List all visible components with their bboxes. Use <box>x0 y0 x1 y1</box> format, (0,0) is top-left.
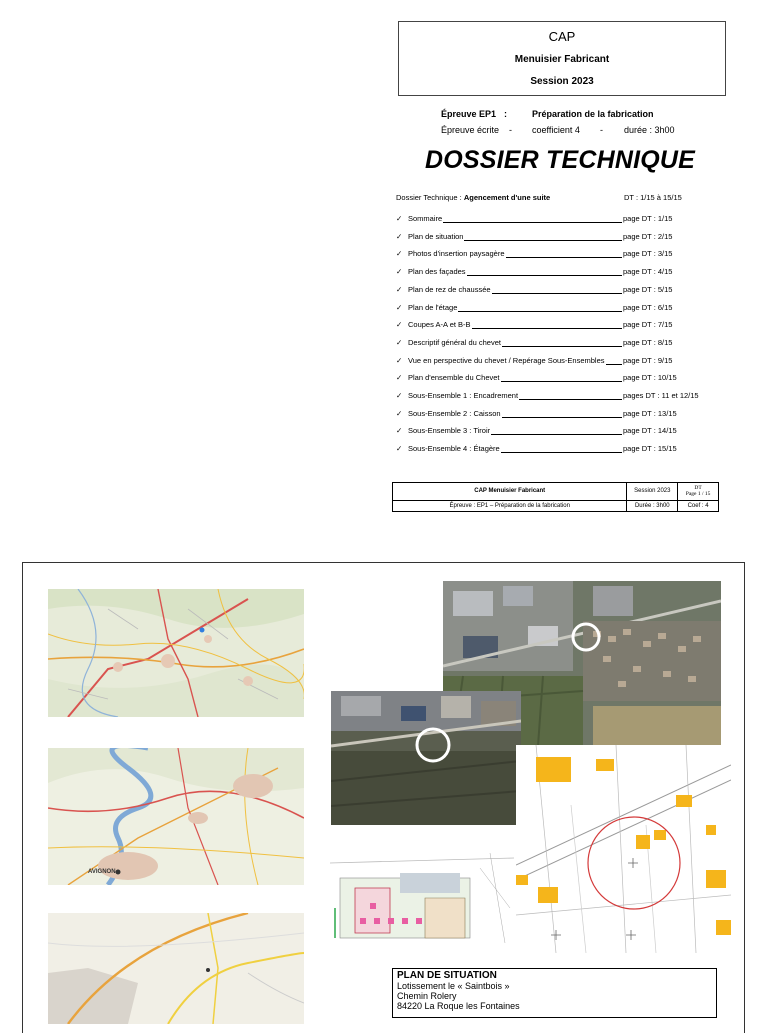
toc-item-label: Descriptif général du chevet <box>408 337 501 347</box>
local-map-image <box>48 913 304 1024</box>
situation-caption <box>392 968 717 1018</box>
epreuve-dash-1: - <box>509 125 512 135</box>
dossier-intro <box>396 193 550 202</box>
toc-item-label: Photos d'insertion paysagère <box>408 249 505 259</box>
trade-title: Menuisier Fabricant <box>514 54 610 65</box>
checkmark-icon: ✓ <box>396 302 403 312</box>
toc-item-page: page DT : 14/15 <box>623 426 677 436</box>
toc-leader-line <box>492 293 622 294</box>
checkmark-icon: ✓ <box>396 249 403 259</box>
situation-line-3: 84220 La Roque les Fontaines <box>397 1001 520 1011</box>
toc-item <box>396 338 716 350</box>
avignon-label: AVIGNON <box>88 869 116 875</box>
toc-leader-line <box>464 240 622 241</box>
dossier-intro-prefix: Dossier Technique : <box>396 193 464 202</box>
checkmark-icon: ✓ <box>396 214 403 223</box>
toc-item-page: page DT : 8/15 <box>623 337 673 347</box>
regional-map <box>48 589 304 717</box>
page-footer <box>392 482 719 512</box>
toc-item-page: page DT : 5/15 <box>623 284 673 294</box>
toc-item <box>396 267 716 279</box>
dossier-subject: Agencement d'une suite <box>463 193 551 202</box>
toc-item-label: Coupes A-A et B-B <box>408 320 471 330</box>
epreuve-type: Épreuve écrite <box>441 125 500 135</box>
footer-session: Session 2023 <box>627 483 678 501</box>
toc-item <box>396 373 716 385</box>
checkmark-icon: ✓ <box>396 408 403 418</box>
footer-page-number: Page 1 / 15 <box>685 491 711 498</box>
checkmark-icon: ✓ <box>396 444 403 454</box>
toc-item-page: page DT : 7/15 <box>623 320 673 330</box>
toc-item-label: Plan des façades <box>408 267 466 277</box>
area-map-image <box>48 748 304 885</box>
epreuve-coefficient: coefficient 4 <box>532 125 580 135</box>
site-plan <box>330 848 514 944</box>
toc-item-label: Vue en perspective du chevet / Repérage Sous-Ensembles <box>408 355 605 365</box>
session-label: Session 2023 <box>530 76 594 87</box>
checkmark-icon: ✓ <box>396 320 403 330</box>
toc-item-page: page DT : 2/15 <box>623 231 673 241</box>
header-box <box>398 21 726 96</box>
toc-leader-line <box>501 452 622 453</box>
exam-level: CAP <box>548 29 576 44</box>
checkmark-icon: ✓ <box>396 231 403 241</box>
checkmark-icon: ✓ <box>396 284 403 294</box>
cadastral-plan-image <box>516 745 731 953</box>
toc-item-label: Plan de rez de chaussée <box>408 284 491 294</box>
footer-duree: Durée : 3h00 <box>627 500 678 511</box>
checkmark-icon: ✓ <box>396 426 403 436</box>
toc-leader-line <box>606 364 622 365</box>
checkmark-icon: ✓ <box>396 373 403 383</box>
checkmark-icon: ✓ <box>396 355 403 365</box>
footer-coef: Coef : 4 <box>678 500 719 511</box>
epreuve-duration: durée : 3h00 <box>624 125 675 135</box>
toc-leader-line <box>502 346 622 347</box>
footer-dt-page <box>678 483 719 501</box>
toc-leader-line <box>502 417 622 418</box>
epreuve-label: Épreuve EP1 <box>441 109 497 119</box>
toc-item-label: Plan de l'étage <box>408 302 458 312</box>
checkmark-icon: ✓ <box>396 267 403 277</box>
toc-item <box>396 303 716 315</box>
situation-line-1: Lotissement le « Saintbois » <box>397 981 510 991</box>
toc-leader-line <box>472 328 622 329</box>
local-map <box>48 913 304 1024</box>
epreuve-title: Préparation de la fabrication <box>532 109 654 119</box>
toc-item <box>396 444 716 456</box>
toc-leader-line <box>443 222 622 223</box>
toc-item-page: page DT : 6/15 <box>623 302 673 312</box>
toc-item-page: pages DT : 11 et 12/15 <box>623 391 699 400</box>
toc-item <box>396 391 716 403</box>
toc-leader-line <box>467 275 622 276</box>
epreuve-dash-2: - <box>600 125 603 135</box>
toc-leader-line <box>501 381 622 382</box>
toc-leader-line <box>506 257 622 258</box>
footer-epreuve: Épreuve : EP1 – Préparation de la fabrication <box>393 500 627 511</box>
toc-leader-line <box>458 311 622 312</box>
toc-item <box>396 249 716 261</box>
toc-item-page: page DT : 4/15 <box>623 267 673 277</box>
toc-item <box>396 426 716 438</box>
footer-cap: CAP Menuisier Fabricant <box>393 483 627 501</box>
toc-item-page: page DT : 9/15 <box>623 355 673 365</box>
toc-item-label: Plan de situation <box>408 231 464 241</box>
toc-leader-line <box>519 399 622 400</box>
cadastral-plan <box>516 745 731 953</box>
dossier-page-range: DT : 1/15 à 15/15 <box>624 193 682 202</box>
toc-item-page: page DT : 3/15 <box>623 249 673 259</box>
toc-item <box>396 285 716 297</box>
area-map <box>48 748 304 885</box>
toc-item <box>396 409 716 421</box>
toc-item-label: Sommaire <box>408 214 443 223</box>
checkmark-icon: ✓ <box>396 337 403 347</box>
footer-dt: DT <box>694 485 702 492</box>
situation-title: PLAN DE SITUATION <box>397 970 497 981</box>
toc-item-page: page DT : 15/15 <box>623 444 677 454</box>
checkmark-icon: ✓ <box>396 391 403 400</box>
toc-item-label: Sous-Ensemble 1 : Encadrement <box>408 391 519 400</box>
epreuve-colon: : <box>504 109 507 119</box>
toc-item <box>396 232 716 244</box>
toc-item-label: Sous-Ensemble 4 : Étagère <box>408 444 500 454</box>
toc-item-page: page DT : 13/15 <box>623 408 677 418</box>
regional-map-image <box>48 589 304 717</box>
toc-item <box>396 356 716 368</box>
toc-item-page: page DT : 10/15 <box>623 373 677 383</box>
toc-item-label: Sous-Ensemble 3 : Tiroir <box>408 426 491 436</box>
site-plan-image <box>330 848 514 944</box>
toc-item-page: page DT : 1/15 <box>623 214 673 223</box>
aerial-photo-zoom-image <box>331 691 521 825</box>
toc-item-label: Sous-Ensemble 2 : Caisson <box>408 408 501 418</box>
toc-item <box>396 320 716 332</box>
document-title: DOSSIER TECHNIQUE <box>424 146 696 174</box>
aerial-photo-zoom <box>331 691 521 825</box>
toc-item-label: Plan d'ensemble du Chevet <box>408 373 500 383</box>
toc-item <box>396 214 716 226</box>
toc-leader-line <box>491 434 622 435</box>
situation-line-2: Chemin Rolery <box>397 991 457 1001</box>
